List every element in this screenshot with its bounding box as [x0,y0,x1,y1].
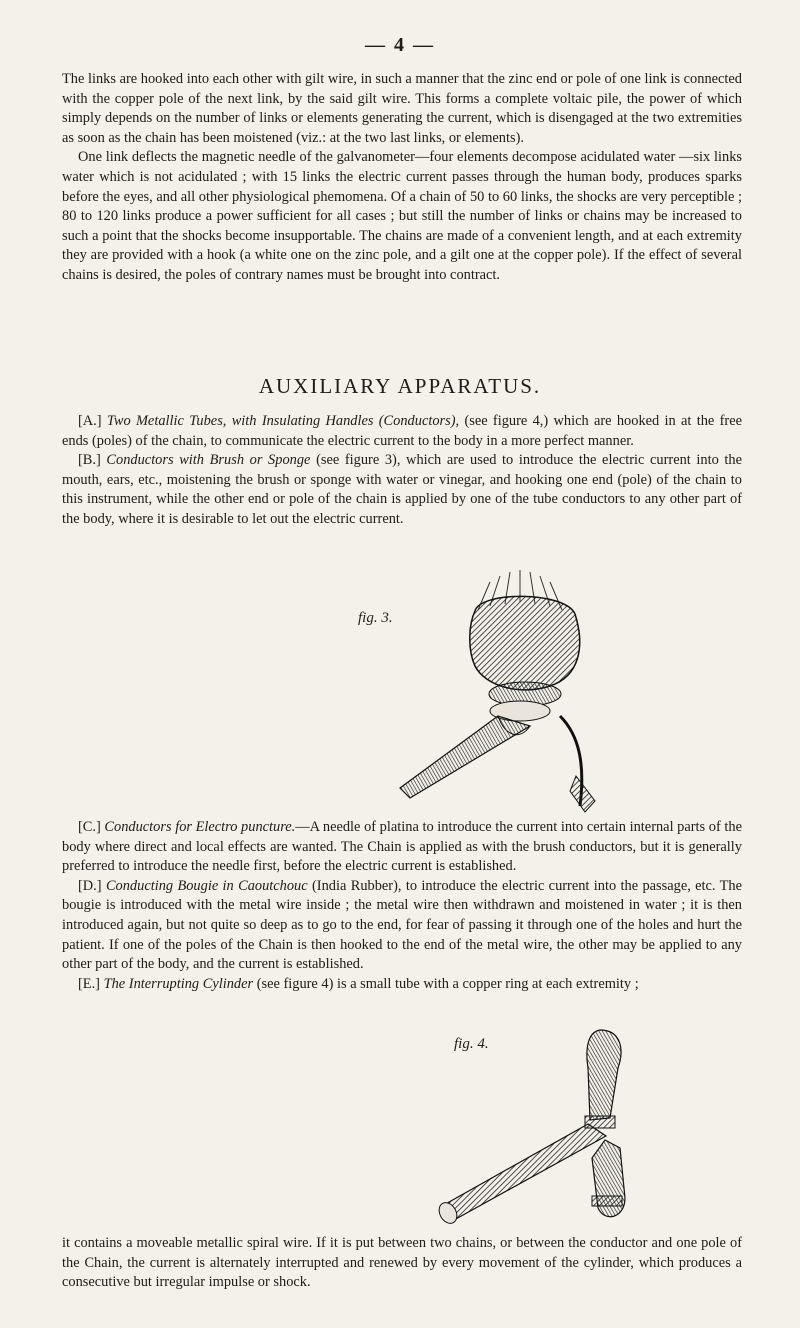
figure-3-brush-conductor [358,566,680,816]
interrupting-cylinder-illustration [420,1028,650,1228]
marker-c: [C.] [78,819,101,835]
marker-d: [D.] [78,877,102,894]
page-number: — 4 — [365,34,435,56]
paragraph-c [62,818,742,877]
section-a-b [62,412,742,530]
paragraph-e [62,975,742,995]
text-d: (India Rubber), to introduce the electric current into the passage, etc. The bougie is introduced with the metal wire inside ; the metal wire then withdrawn and moistened in water ; it is then introduced again, but not quite so deep as to go to the end, for fear of passing it through one of the holes and hurt the patient. If one of the poles of the Chain is then hooked to the end of the metal wire, the other may be applied to any other part of the body, and the current is established. [62,877,742,973]
title-c: Conductors for Electro puncture. [104,819,296,835]
section-heading: AUXILIARY APPARATUS. [258,374,542,398]
paragraph-b [62,451,742,529]
brush-conductor-illustration [380,566,680,816]
text-e: (see figure 4) is a small tube with a copper ring at each extremity ; [253,975,639,992]
marker-e: [E.] [78,975,100,992]
title-d: Conducting Bougie in Caoutchouc [105,877,308,894]
paragraph-a [62,412,742,451]
text-c: —A needle of platina to introduce the current into certain internal parts of the body where direct and local effects are wanted. The Chain is applied as with the brush conductors, but it is generally preferred to introduce the needle first, before the electric current is established. [62,819,742,875]
title-b: Conductors with Brush or Sponge [106,452,311,469]
figure-4-label: fig. 4. [454,1036,489,1052]
intro-paragraph-1: The links are hooked into each other with gilt wire, in such a manner that the zinc end or pole of one link is connected with the copper pole of the next link, by the said gilt wire. This forms a complete voltaic pile, the power of which simply depends on the number of links or elements generating the current, which is disengaged at the two extremities as soon as the chain has been moistened (viz.: at the two last links, or elements). [62,71,742,146]
figure-3-label: fig. 3. [358,610,393,626]
marker-b: [B.] [78,452,101,469]
intro-paragraph-2: One link deflects the magnetic needle of the galvanometer—four elements decompose acidulated water —six links water which is not acidulated ; with 15 links the electric current passes through the human body, produces sparks before the eyes, and all other physiological phemomena. Of a chain of 50 to 60 links, the shocks are very perceptible ; 80 to 120 links produce a power sufficient for all cases ; but still the number of links or chains may be increased to such a point that the shocks become insupportable. The chains are made of a convenient length, and at each extremity they are provided with a hook (a white one on the zinc pole, and a gilt one at the copper pole). If the effect of several chains is desired, the poles of contrary names must be brought into contract. [62,149,742,283]
title-a: Two Metallic Tubes, with Insulating Handles (Conductors), [106,413,460,429]
section-c-d-e [62,818,742,994]
title-e: The Interrupting Cylinder [103,975,254,992]
text-a: (see figure 4,) which are hooked in at the free ends (poles) of the chain, to communicate the electric current to the body in a more perfect manner. [62,413,742,449]
paragraph-d [62,877,742,975]
marker-a: [A.] [78,413,102,429]
closing-text [62,1234,742,1293]
text-b: (see figure 3), which are used to introduce the electric current into the mouth, ears, etc., moistening the brush or sponge with water or vinegar, and hooking one end (pole) of the chain to this instrument, while the other end or pole of the chain is applied by one of the tube conductors to any other part of the body, where it is desirable to let out the electric current. [62,452,742,527]
closing-paragraph: it contains a moveable metallic spiral wire. If it is put between two chains, or between the conductor and one pole of the Chain, the current is alternately interrupted and renewed by every movement of the cylinder, which produces a consecutive but irregular impulse or shock. [62,1235,742,1291]
intro-text [62,70,742,286]
figure-4-interrupting-cylinder [420,1028,650,1228]
